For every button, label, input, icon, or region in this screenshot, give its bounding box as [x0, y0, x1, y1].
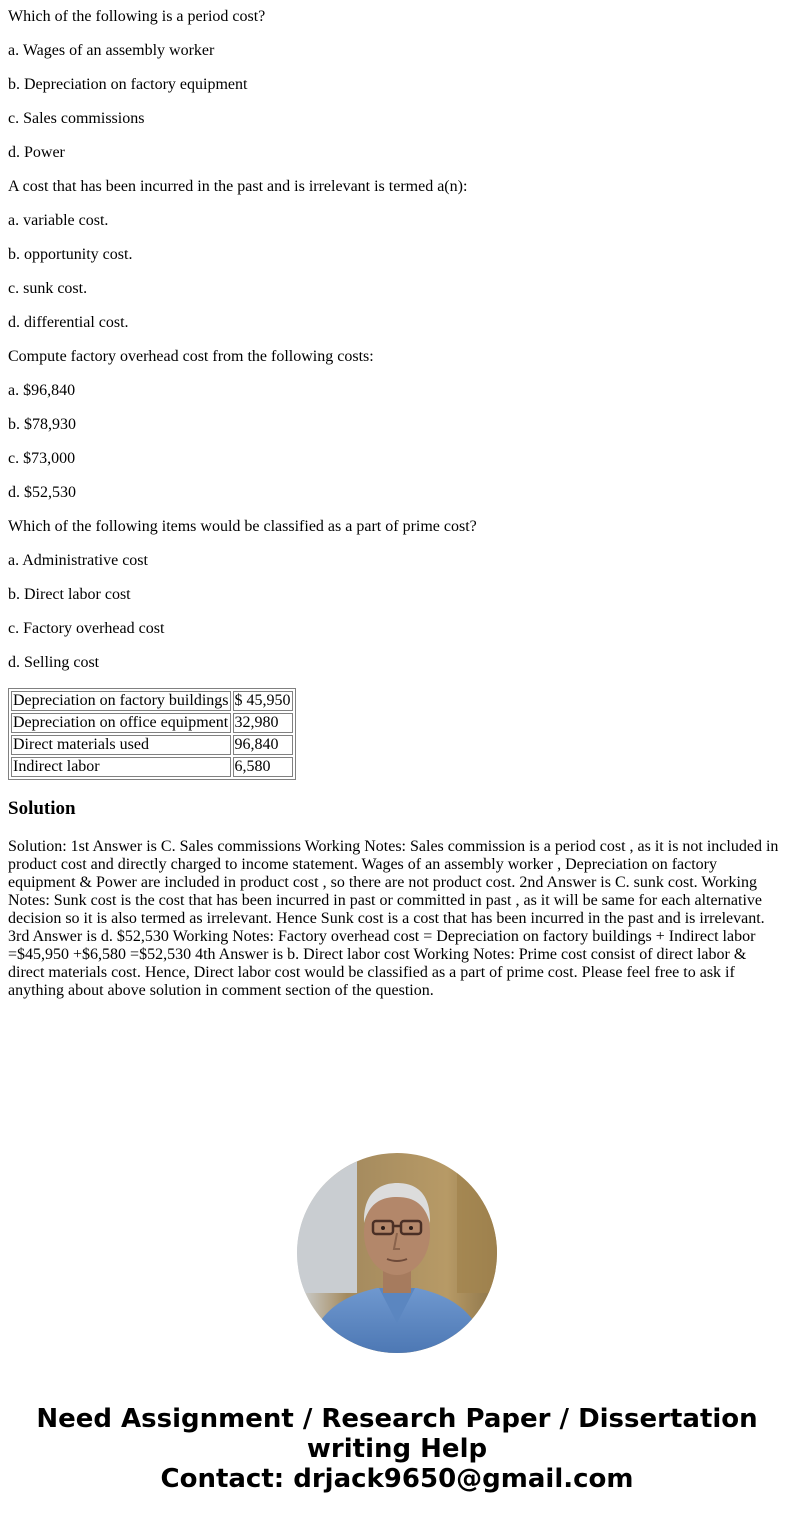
- question-3-option-d: d. $52,530: [8, 484, 76, 501]
- promo-line-1: Need Assignment / Research Paper / Dissertation: [36, 1404, 758, 1434]
- question-4-option-a: a. Administrative cost: [8, 552, 148, 569]
- question-3-option-b: b. $78,930: [8, 416, 76, 433]
- table-row: [11, 757, 293, 777]
- table-row: [11, 691, 293, 711]
- promo-contact: Contact: drjack9650@gmail.com: [160, 1464, 634, 1494]
- question-3-option-a: a. $96,840: [8, 382, 76, 399]
- cost-value: 6,580: [233, 757, 293, 777]
- promo-banner: [0, 1404, 794, 1494]
- cost-label: Depreciation on office equipment: [11, 713, 231, 733]
- questions-section: [8, 0, 786, 680]
- question-3-prompt: Compute factory overhead cost from the following costs:: [8, 348, 374, 365]
- question-3-option-c: c. $73,000: [8, 450, 76, 467]
- question-4-option-c: c. Factory overhead cost: [8, 620, 165, 637]
- author-avatar: [297, 1153, 497, 1353]
- question-2-option-b: b. opportunity cost.: [8, 246, 133, 263]
- question-4-prompt: Which of the following items would be classified as a part of prime cost?: [8, 518, 477, 535]
- question-1-option-c: c. Sales commissions: [8, 110, 145, 127]
- question-2-option-c: c. sunk cost.: [8, 280, 88, 297]
- cost-value: 96,840: [233, 735, 293, 755]
- cost-table: [8, 688, 296, 780]
- question-1-prompt: Which of the following is a period cost?: [8, 8, 266, 25]
- question-2-option-a: a. variable cost.: [8, 212, 109, 229]
- question-4-option-d: d. Selling cost: [8, 654, 100, 671]
- cost-label: Direct materials used: [11, 735, 231, 755]
- solution-heading: Solution: [8, 798, 76, 819]
- table-row: [11, 735, 293, 755]
- question-1-option-b: b. Depreciation on factory equipment: [8, 76, 248, 93]
- cost-value: $ 45,950: [234, 692, 291, 709]
- question-1-option-d: d. Power: [8, 144, 65, 161]
- cost-label: Indirect labor: [11, 757, 231, 777]
- question-2-prompt: A cost that has been incurred in the past and is irrelevant is termed a(n):: [8, 178, 468, 195]
- question-1-option-a: a. Wages of an assembly worker: [8, 42, 215, 59]
- cost-value: 32,980: [233, 713, 293, 733]
- question-4-option-b: b. Direct labor cost: [8, 586, 131, 603]
- promo-line-2: writing Help: [306, 1434, 488, 1464]
- author-portrait-image: [297, 1153, 497, 1353]
- cost-label: Depreciation on factory buildings: [13, 692, 229, 709]
- question-2-option-d: d. differential cost.: [8, 314, 129, 331]
- table-row: [11, 713, 293, 733]
- solution-text: Solution: 1st Answer is C. Sales commissions Working Notes: Sales commission is a period cost , as it is not included in product cost and directly charged to income statement. Wages of an assembly worker , Depreciation on factory equipment & Power are included in product cost , so there are not product cost. 2nd Answer is C. sunk cost. Working Notes: Sunk cost is the cost that has been incurred in past or committed in past , as it will be same for each alternative decision so it is also termed as irrelevant. Hence Sunk cost is a cost that has been incurred in the past and is irrelevant. 3rd Answer is d. $52,530 Working Notes: Factory overhead cost = Depreciation on factory buildings + Indirect labor =$45,950 +$6,580 =$52,530 4th Answer is b. Direct labor cost Working Notes: Prime cost consist of direct labor & direct materials cost. Hence, Direct labor cost would be classified as a part of prime cost. Please feel free to ask if anything about above solution in comment section of the question.: [8, 838, 779, 999]
